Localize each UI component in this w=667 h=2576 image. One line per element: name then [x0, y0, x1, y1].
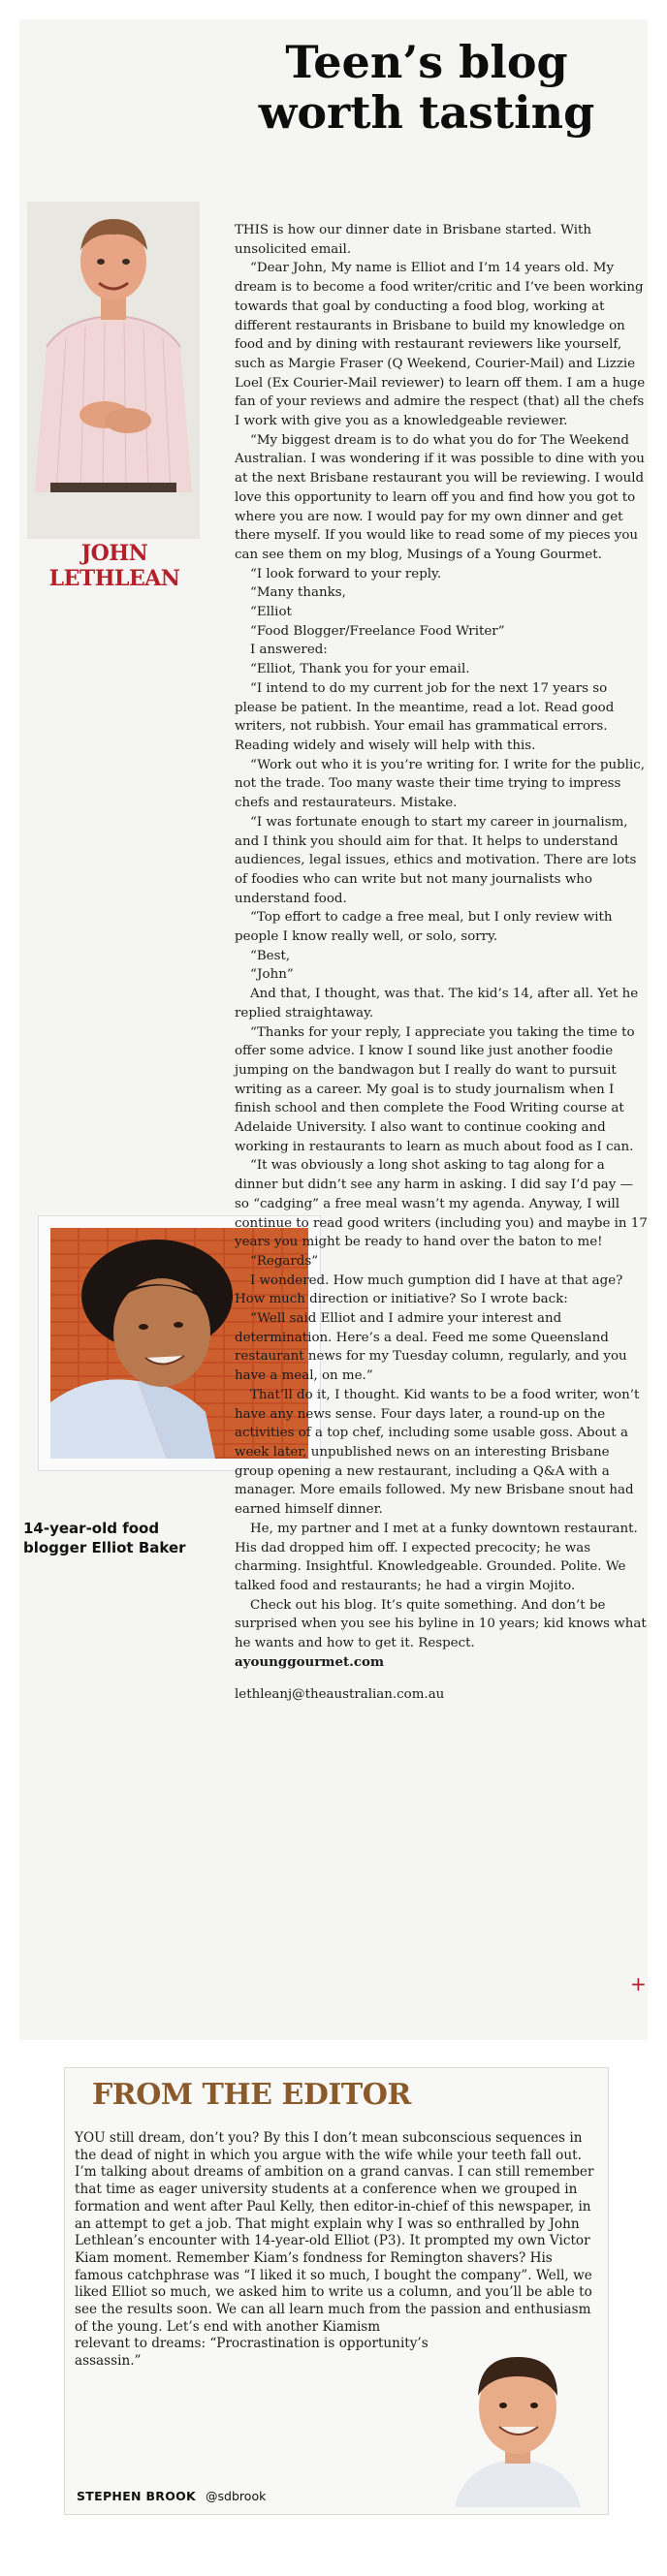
editor-photo [445, 2338, 590, 2507]
editor-section-title: FROM THE EDITOR [92, 2078, 411, 2112]
author-email-link[interactable]: lethleanj@theaustralian.com.au [235, 1687, 445, 1703]
continuation-plus-icon: + [630, 1972, 647, 1995]
article-paragraph: “Well said Elliot and I admire your interest and determination. Here’s a deal. Feed me some Queensland restaurant news for my Tuesday column, regularly, and you have a meal, on me.” [235, 1311, 627, 1384]
article-paragraph: “Work out who it is you’re writing for. I write for the public, not the trade. Too many waste their time trying to impress chefs and restaurateurs. Mistake. [235, 757, 645, 811]
author-portrait-illustration [27, 202, 200, 539]
article-paragraph: That’ll do it, I thought. Kid wants to be a food writer, won’t have any news sense. Four days later, a round-up on the activities of a top chef, including some usable goss. About a week later, unpublished news on an interesting Brisbane group opening a new restaurant, including a Q&A with a manager. More emails followed. My new Brisbane snout had earned himself dinner. [235, 1387, 640, 1518]
article-paragraph: Check out his blog. It’s quite something. And don’t be surprised when you see his byline in 10 years; kid knows what he wants and how to get it. Respect. [235, 1597, 647, 1651]
editor-paragraph: YOU still dream, don’t you? By this I don’t mean subconscious sequences in the dead of night in which you argue with the wife while your teeth fall out. I’m talking about dreams of ambition on a grand canvas. I can still remember that time as eager university students at a conference when we grouped in formation and went after Paul Kelly, then editor-in-chief of this newspaper, in an attempt to get a job. That might explain why I was so enthralled by John Lethlean’s encounter with 14-year-old Elliot (P3). It prompted my own Victor Kiam moment. Remember Kiam’s fondness for Remington shavers? His famous catchphrase was “I liked it so much, I bought the company”. Well, we liked Elliot so much, we asked him to write us a column, and you’ll be able to see the results soon. We can all learn much from the passion and enthusiasm of the young. Let’s end with another Kiamism relevant to dreams: “Procrastination is opportunity’s assassin.” [75, 2130, 594, 2370]
editor-portrait-illustration [445, 2338, 590, 2507]
article-paragraph: “My biggest dream is to do what you do for The Weekend Australian. I was wondering if it was possible to dine with you at the next Brisbane restaurant you will be reviewing. I would love this opportunity to learn off you and find how you got to where you are now. I would pay for my own dinner and get there myself. If you would like to read some of my pieces you can see them on my blog, Musings of a Young Gourmet. [235, 432, 645, 562]
editor-signoff [77, 2489, 266, 2503]
article-paragraph: And that, I thought, was that. The kid’s 14, after all. Yet he replied straightaway. [235, 987, 639, 1021]
article-paragraph: THIS is how our dinner date in Brisbane started. With unsolicited email. [235, 223, 592, 257]
editor-name: STEPHEN BROOK [77, 2489, 197, 2503]
article-paragraph: “Top effort to cadge a free meal, but I only review with people I know really well, or solo, sorry. [235, 910, 613, 945]
article-paragraph: “Elliot [250, 605, 292, 620]
article-paragraph: “It was obviously a long shot asking to tag along for a dinner but didn’t see any harm in asking. I did say I’d pay — so “cadging” a free meal wasn’t my agenda. Anyway, I will continue to read good writers (including you) and maybe in 17 years you might be ready to hand over the baton to me! [235, 1158, 648, 1250]
blog-url-link[interactable]: ayounggourmet.com [235, 1653, 385, 1670]
article-paragraph: “Thanks for your reply, I appreciate you taking the time to offer some advice. I know I sound like just another foodie jumping on the bandwagon but I really do want to pursuit writing as a career. My goal is to study journalism when I finish school and then complete the Food Writing course at Adelaide University. I also want to continue cooking and working in restaurants to learn as much about food as I can. [235, 1024, 635, 1154]
article-body [235, 221, 648, 1705]
article-paragraph: “I look forward to your reply. [250, 566, 442, 581]
editor-twitter-handle[interactable]: @sdbrook [206, 2489, 267, 2503]
article-paragraph: “I intend to do my current job for the next 17 years so please be patient. In the meantime, read a lot. Read good writers, not rubbish. Your email has grammatical errors. Reading widely and wisely will help with this. [235, 680, 615, 753]
article-paragraph: “Regards” [250, 1253, 319, 1269]
article-paragraph: “Best, [250, 948, 291, 963]
editor-box [64, 2067, 609, 2515]
article-paragraph: “Food Blogger/Freelance Food Writer” [250, 623, 505, 639]
article-paragraph: “I was fortunate enough to start my career in journalism, and I think you should aim for that. It helps to understand audiences, legal issues, ethics and motivation. There are lots of foodies who can write but not many journalists who understand food. [235, 814, 637, 906]
article-paragraph: I wondered. How much gumption did I have at that age? How much direction or initiative? So I wrote back: [235, 1272, 623, 1307]
article [19, 19, 648, 2040]
author-name: JOHN LETHLEAN [48, 541, 180, 591]
article-paragraph: “Many thanks, [250, 585, 346, 601]
article-paragraph: “Elliot, Thank you for your email. [250, 662, 470, 677]
article-headline: Teen’s blog worth tasting [258, 36, 595, 139]
article-paragraph: I answered: [250, 643, 328, 658]
article-paragraph: He, my partner and I met at a funky downtown restaurant. His dad dropped him off. I expected precocity; he was charming. Insightful. Knowledgeable. Grounded. Polite. We talked food and restaurants; he had a virgin Mojito. [235, 1521, 638, 1593]
article-paragraph: “Dear John, My name is Elliot and I’m 14 years old. My dream is to become a food writer/critic and I’ve been working towards that goal by conducting a food blog, working at different restaurants in Brisbane to build my knowledge on food and by dining with restaurant reviewers like yourself, such as Margie Fraser (Q Weekend, Courier-Mail) and Lizzie Loel (Ex Courier-Mail reviewer) to learn off them. I am a huge fan of your reviews and admire the respect (that) all the chefs I work with give you as a knowledgeable reviewer. [235, 261, 646, 429]
teen-photo-caption: 14-year-old food blogger Elliot Baker [23, 1520, 186, 1556]
article-paragraph: “John” [250, 967, 294, 983]
author-photo [27, 202, 200, 539]
